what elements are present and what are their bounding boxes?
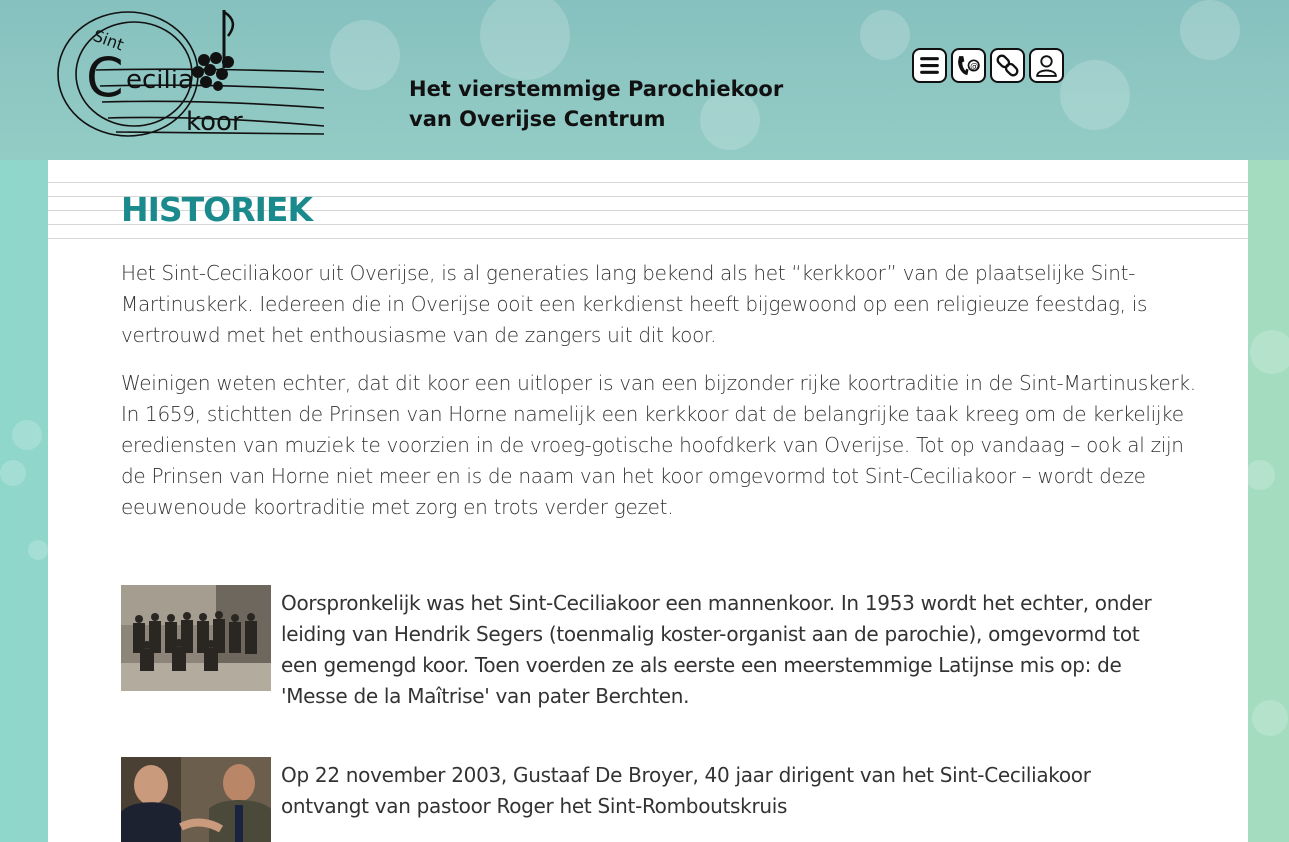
svg-text:C: C	[86, 46, 124, 109]
svg-text:@: @	[970, 60, 979, 71]
media-caption-2: Op 22 november 2003, Gustaaf De Broyer, 40 jaar dirigent van het Sint-Ceciliakoor ontvangt van pastoor Roger het Sint-Romboutskruis	[281, 763, 1091, 818]
content-panel	[48, 160, 1248, 842]
menu-button[interactable]	[912, 48, 947, 83]
site-logo[interactable]	[56, 8, 328, 140]
background-bubble	[1252, 700, 1288, 736]
contact-icon	[956, 53, 981, 78]
background-bubble	[0, 460, 26, 486]
intro-paragraph: Het Sint-Ceciliakoor uit Overijse, is al generaties lang bekend als het “kerkkoor” van de plaatselijke Sint-Martinuskerk. Iedereen die in Overijse ooit een kerkdienst heeft bijgewoond op een religieuze feestdag, is vertrouwd met het enthousiasme van de zangers uit dit koor.	[121, 261, 1148, 347]
mens-choir-photo	[121, 585, 271, 691]
header-bubble	[860, 10, 910, 60]
staff-line	[48, 182, 1248, 183]
svg-text:Sint: Sint	[90, 25, 127, 55]
contact-button[interactable]	[951, 48, 986, 83]
svg-text:ecilia: ecilia	[126, 65, 194, 95]
tagline-line-1: Het vierstemmige Parochiekoor	[409, 77, 784, 101]
history-paragraph: Weinigen weten echter, dat dit koor een uitloper is van een bijzonder rijke koortraditie in de Sint-Martinuskerk. In 1659, stichtten de Prinsen van Horne namelijk een kerkkoor dat de belangrijke taak kreeg om de kerkelijke erediensten van muziek te voorzien in de vroeg-gotische hoofdkerk van Overijse. Tot op vandaag – ook al zijn de Prinsen van Horne niet meer en is de naam van het koor omgevormd tot Sint-Ceciliakoor – wordt deze eeuwenoude koortraditie met zorg en trots verder gezet.	[121, 371, 1196, 519]
background-bubble	[1245, 460, 1275, 490]
background-bubble	[12, 420, 42, 450]
header-bubble	[1060, 60, 1130, 130]
header-bubble	[330, 20, 400, 90]
site-tagline	[409, 74, 783, 134]
user-icon	[1034, 53, 1059, 78]
user-button[interactable]	[1029, 48, 1064, 83]
logo-graphic	[56, 8, 328, 140]
background-bubble	[1250, 330, 1289, 374]
links-button[interactable]	[990, 48, 1025, 83]
menu-icon	[917, 53, 942, 78]
svg-text:koor: koor	[186, 107, 243, 137]
staff-line	[48, 238, 1248, 239]
header-bubble	[480, 0, 570, 80]
media-caption-1: Oorspronkelijk was het Sint-Ceciliakoor een mannenkoor. In 1953 wordt het echter, onder leiding van Hendrik Segers (toenmalig koster-organist aan de parochie), omgevormd tot een gemengd koor. Toen voerden ze als eerste een meerstemmige Latijnse mis op: de 'Messe de la Maîtrise' van pater Berchten.	[281, 591, 1152, 708]
page-title: HISTORIEK	[121, 190, 313, 229]
tagline-line-2: van Overijse Centrum	[409, 107, 666, 131]
background-bubble	[28, 540, 48, 560]
site-header	[0, 0, 1289, 160]
header-bubble	[1180, 0, 1240, 60]
links-icon	[995, 53, 1020, 78]
header-nav-icons	[912, 48, 1064, 83]
award-ceremony-photo	[121, 757, 271, 842]
